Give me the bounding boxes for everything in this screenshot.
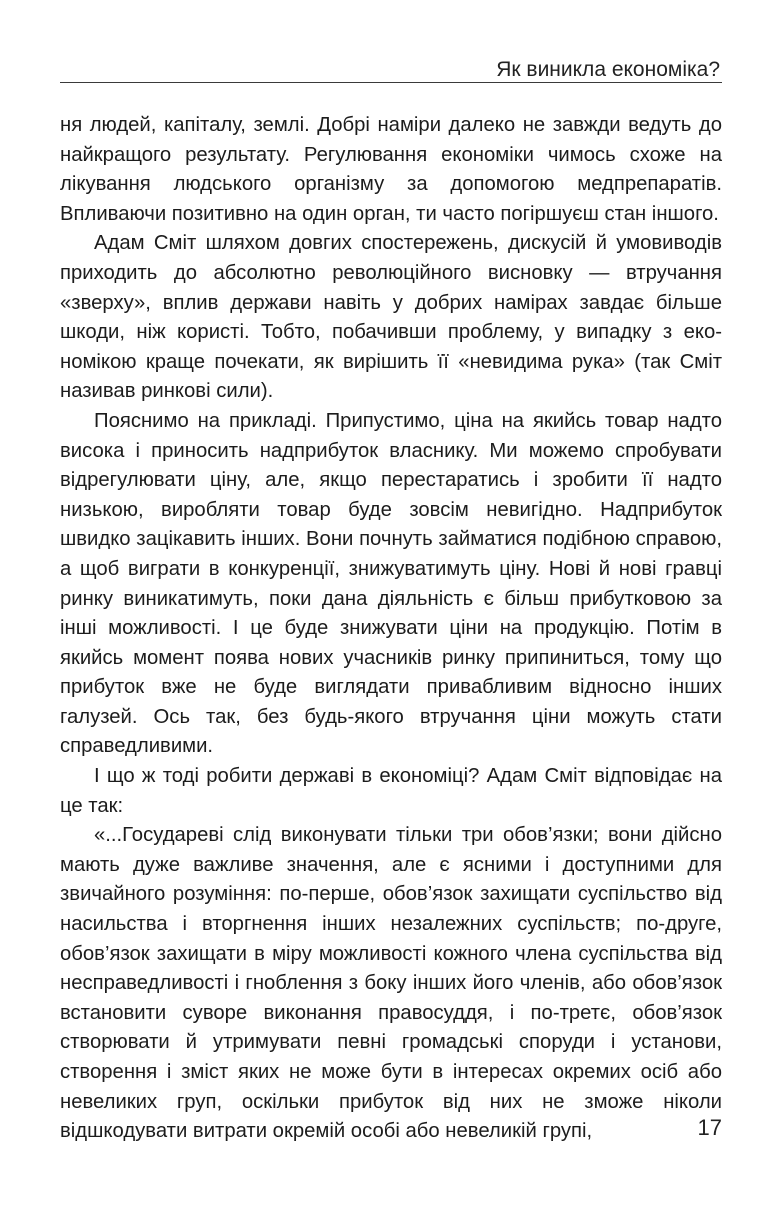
paragraph-continuation: ня людей, капіталу, землі. Добрі наміри далеко не завжди ведуть до найкращого результату. Регулювання економіки чимось схоже на лікування людського організму за допомогою медпрепаратів. Впливаючи позитивно на один орган, ти часто погіршуєш стан іншого. (60, 114, 722, 225)
page-number: 17 (697, 1115, 722, 1140)
running-header (60, 52, 722, 83)
paragraph: Пояснимо на прикладі. Припустимо, ціна на якийсь товар надто висока і приносить надприбуток власнику. Ми можемо спробувати відрегулювати ціну, але, якщо перестаратись і зробити її надто низькою, виробляти товар буде зовсім невигідно. Надприбуток швидко зацікавить інших. Вони почнуть займатися подібною справою, а щоб виграти в конкуренції, знижуватимуть ціну. Нові й нові гравці ринку виникатимуть, поки дана діяльність є більш прибутковою за інші можливості. І це буде знижувати ціни на продукцію. Потім в якийсь момент поява нових учасників ринку припиниться, тому що прибуток вже не буде виглядати привабливим відносно інших галузей. Ось так, без будь-якого втручання ціни можуть стати справедливими. (60, 409, 722, 758)
paragraph: Адам Сміт шляхом довгих спостережень, дискусій й умовиводів приходить до абсолютно революційного висновку — втручання «зверху», вплив держави навіть у добрих намірах завдає більше шкоди, ніж користі. Тобто, побачивши проблему, у випадку з економікою краще почекати, як вирішить її «невидима рука» (так Сміт називав ринкові сили). (60, 232, 722, 403)
quote-paragraph: «...Государеві слід виконувати тільки три обов’язки; вони дійсно мають дуже важливе значення, але є ясними і доступними для звичайного розуміння: по-перше, обов’язок захищати суспільство від насильства і вторгнення інших незалежних суспільств; по-друге, обов’язок захищати в міру можливості кожного члена суспільства від несправедливості і гноблення з боку інших його членів, або обов’язок встановити суворе виконання правосуддя, і по-третє, обов’язок створювати й утримувати певні громадські споруди і установи, створення і зміст яких не може бути в інтересах окремих осіб або невеликих груп, оскільки прибуток від них не зможе ніколи відшкодувати витрати окремій особі або невеликій групі, (60, 824, 722, 1143)
paragraph: І що ж тоді робити державі в економіці? Адам Сміт відповідає на це так: (60, 765, 722, 817)
body-text (60, 111, 722, 1147)
chapter-title: Як виникла економіка? (496, 58, 720, 81)
